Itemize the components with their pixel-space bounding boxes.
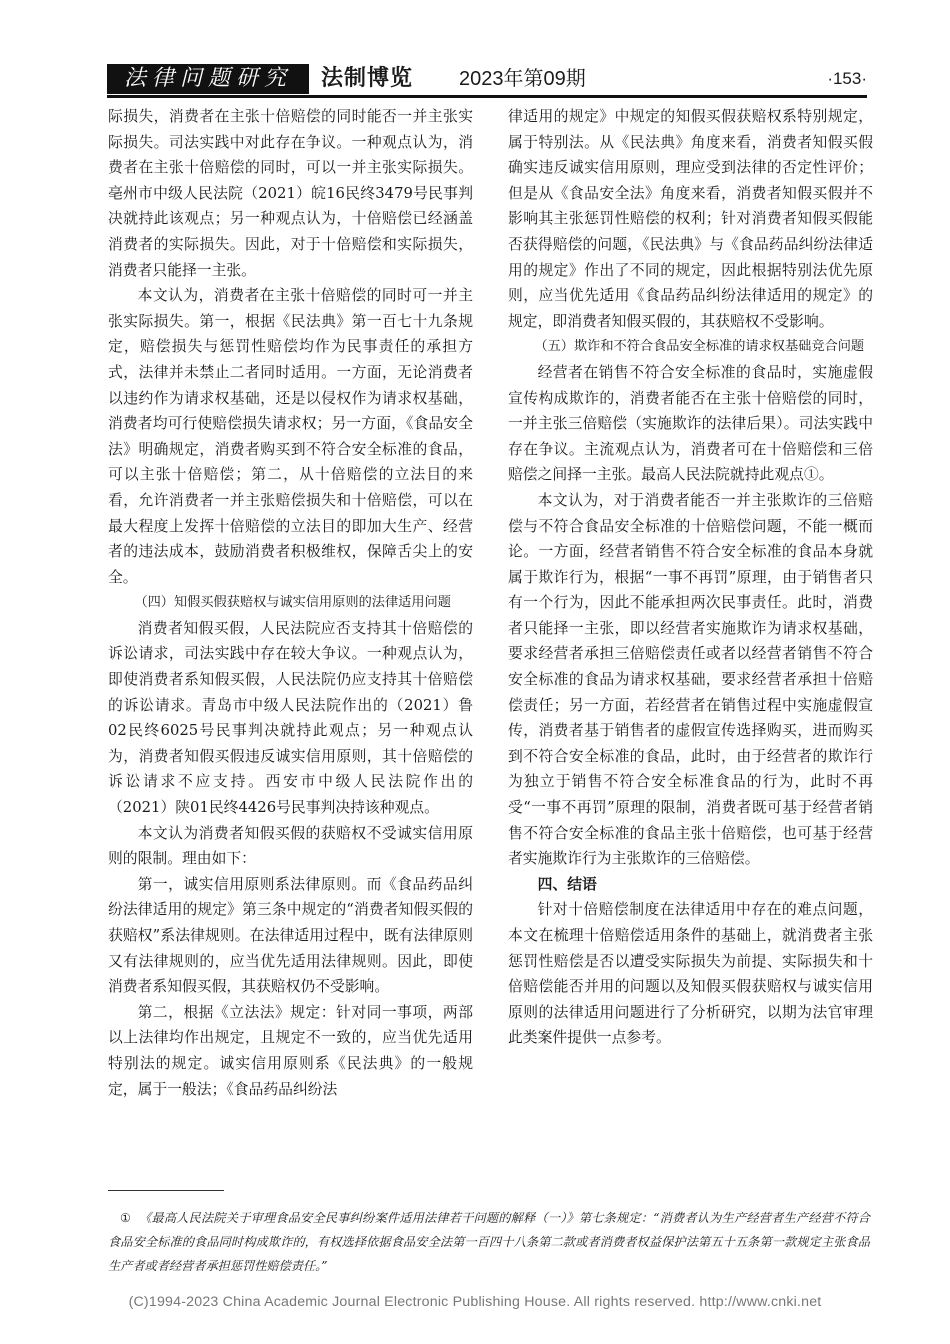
paragraph: 经营者在销售不符合安全标准的食品时，实施虚假宣传构成欺诈的，消费者能否在主张十倍赔偿的同时，一并主张三倍赔偿（实施欺诈的法律后果）。司法实践中存在争议。主流观点认为，消费者可在十倍赔偿和三倍赔偿之间择一主张。最高人民法院就持此观点①。 (508, 363, 873, 484)
footnote (108, 1206, 870, 1278)
paragraph: 本文认为消费者知假买假的获赔权不受诚实信用原则的限制。理由如下： (108, 824, 473, 868)
journal-name: 法制博览 (321, 66, 414, 91)
paragraph: 针对十倍赔偿制度在法律适用中存在的难点问题，本文在梳理十倍赔偿适用条件的基础上，就消费者主张惩罚性赔偿是否以遭受实际损失为前提、实际损失和十倍赔偿能否并用的问题以及知假买假获赔权与诚实信用原则的法律适用问题进行了分析研究，以期为法官审理此类案件提供一点参考。 (508, 901, 873, 1047)
copyright-line: (C)1994-2023 China Academic Journal Electronic Publishing House. All rights reserved. http://www.cnki.net (128, 1294, 822, 1310)
footnote-rule (108, 1190, 224, 1191)
paragraph: 消费者知假买假，人民法院应否支持其十倍赔偿的诉讼请求，司法实践中存在较大争议。一种观点认为，即使消费者系知假买假，人民法院仍应支持其十倍赔偿的诉讼请求。青岛市中级人民法院作出的（2021）鲁02民终6025号民事判决就持此观点；另一种观点认为，消费者知假买假违反诚实信用原则，其十倍赔偿的诉讼请求不应支持。西安市中级人民法院作出的（2021）陕01民终4426号民事判决持该种观点。 (108, 619, 473, 817)
left-column (108, 104, 473, 1102)
footnote-marker: ① (120, 1211, 132, 1225)
paragraph: 本文认为，消费者在主张十倍赔偿的同时可一并主张实际损失。第一，根据《民法典》第一百七十九条规定，赔偿损失与惩罚性赔偿均作为民事责任的承担方式，法律并未禁止二者同时适用。一方面，无论消费者以违约作为请求权基础，还是以侵权作为请求权基础，消费者均可行使赔偿损失请求权；另一方面，《食品安全法》明确规定，消费者购买到不符合安全标准的食品，可以主张十倍赔偿；第二，从十倍赔偿的立法目的来看，允许消费者一并主张赔偿损失和十倍赔偿，可以在最大程度上发挥十倍赔偿的立法目的即加大生产、经营者的违法成本，鼓励消费者积极维权，保障舌尖上的安全。 (108, 287, 473, 586)
paragraph: 本文认为，对于消费者能否一并主张欺诈的三倍赔偿与不符合食品安全标准的十倍赔偿问题，不能一概而论。一方面，经营者销售不符合安全标准的食品本身就属于欺诈行为，根据“一事不再罚”原理，由于销售者只有一个行为，因此不能承担两次民事责任。此时，消费者只能择一主张，即以经营者实施欺诈为请求权基础，要求经营者承担三倍赔偿责任或者以经营者销售不符合安全标准的食品为请求权基础，要求经营者承担十倍赔偿责任；另一方面，若经营者在销售过程中实施虚假宣传，消费者基于销售者的虚假宣传选择购买，进而购买到不符合安全标准的食品，此时，由于经营者的欺诈行为独立于销售不符合安全标准食品的行为，此时不再受“一事不再罚”原理的限制，消费者既可基于经营者销售不符合安全标准的食品主张十倍赔偿，也可基于经营者实施欺诈行为主张欺诈的三倍赔偿。 (508, 491, 873, 868)
section-heading: 四、结语 (537, 875, 597, 893)
right-column (508, 104, 873, 1051)
subsection-heading: （五）欺诈和不符合食品安全标准的请求权基础竞合问题 (534, 339, 865, 355)
page-header (107, 64, 867, 98)
paragraph: 律适用的规定》中规定的知假买假获赔权系特别规定，属于特别法。从《民法典》角度来看，消费者知假买假确实违反诚实信用原则，理应受到法律的否定性评价；但是从《食品安全法》角度来看，消费者知假买假并不影响其主张惩罚性赔偿的权利；针对消费者知假买假能否获得赔偿的问题，《民法典》与《食品药品纠纷法律适用的规定》作出了不同的规定，因此根据特别法优先原则，应当优先适用《食品药品纠纷法律适用的规定》的规定，即消费者知假买假的，其获赔权不受影响。 (508, 108, 873, 330)
paragraph: 际损失，消费者在主张十倍赔偿的同时能否一并主张实际损失。司法实践中对此存在争议。一种观点认为，消费者在主张十倍赔偿的同时，可以一并主张实际损失。亳州市中级人民法院（2021）皖16民终3479号民事判决就持此该观点；另一种观点认为，十倍赔偿已经涵盖消费者的实际损失。因此，对于十倍赔偿和实际损失，消费者只能择一主张。 (108, 108, 473, 279)
paragraph: 第二，根据《立法法》规定：针对同一事项，两部以上法律均作出规定，且规定不一致的，应当优先适用特别法的规定。诚实信用原则系《民法典》的一般规定，属于一般法；《食品药品纠纷法 (108, 1003, 473, 1098)
page-number: ·153· (827, 69, 867, 88)
subsection-heading: （四）知假买假获赔权与诚实信用原则的法律适用问题 (134, 595, 451, 611)
issue-label: 2023年第09期 (459, 68, 586, 90)
footnote-text: 《最高人民法院关于审理食品安全民事纠纷案件适用法律若干问题的解释（一）》第七条规定：“消费者认为生产经营者生产经营不符合食品安全标准的食品同时构成欺诈的，有权选择依据食品安全法第一百四十八条第二款或者消费者权益保护法第五十五条第一款规定主张食品生产者或者经营者承担惩罚性赔偿责任。” (108, 1211, 870, 1273)
journal-column-banner: 法律问题研究 (107, 64, 309, 94)
paragraph: 第一，诚实信用原则系法律原则。而《食品药品纠纷法律适用的规定》第三条中规定的“消费者知假买假的获赔权”系法律规则。在法律适用过程中，既有法律原则又有法律规则的，应当优先适用法律规则。因此，即使消费者系知假买假，其获赔权仍不受影响。 (108, 875, 473, 996)
header-rule (107, 95, 867, 98)
